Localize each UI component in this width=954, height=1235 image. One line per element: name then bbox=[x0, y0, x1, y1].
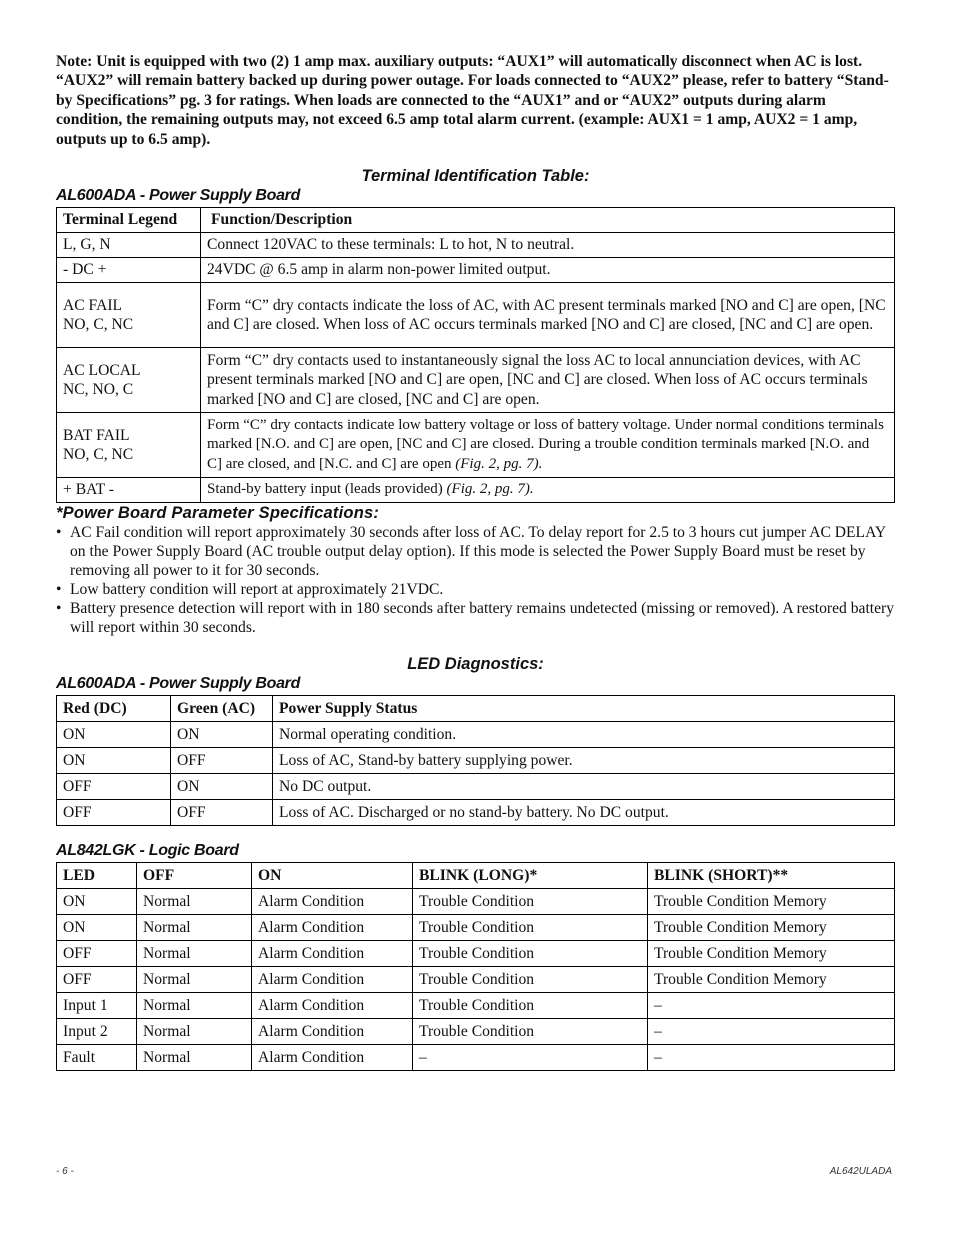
document-page bbox=[56, 52, 895, 1071]
terminal-legend: L, G, N bbox=[57, 233, 201, 258]
table-cell: Normal operating condition. bbox=[273, 722, 895, 748]
column-header: Function/Description bbox=[201, 208, 895, 233]
table-header-row bbox=[57, 696, 895, 722]
table-row bbox=[57, 478, 895, 503]
table-cell: Alarm Condition bbox=[252, 941, 413, 967]
list-item: • Low battery condition will report at approximately 21VDC. bbox=[56, 580, 895, 599]
terminal-legend-line2: NO, C, NC bbox=[63, 446, 134, 464]
table-header-row bbox=[57, 208, 895, 233]
terminal-description bbox=[201, 413, 895, 478]
table-cell: Normal bbox=[137, 967, 252, 993]
table-cell: – bbox=[648, 993, 895, 1019]
table-row bbox=[57, 1019, 895, 1045]
table-cell: Trouble Condition bbox=[413, 1019, 648, 1045]
table-row bbox=[57, 774, 895, 800]
column-header: Green (AC) bbox=[171, 696, 273, 722]
terminal-legend bbox=[57, 348, 201, 413]
power-board-spec-heading: *Power Board Parameter Specifications: bbox=[56, 504, 380, 523]
table-cell: ON bbox=[57, 889, 137, 915]
table-cell: Loss of AC. Discharged or no stand-by battery. No DC output. bbox=[273, 800, 895, 826]
table-row bbox=[57, 258, 895, 283]
table-cell: Trouble Condition bbox=[413, 993, 648, 1019]
table-row bbox=[57, 348, 895, 413]
table-cell: Alarm Condition bbox=[252, 1019, 413, 1045]
table-cell: Normal bbox=[137, 1045, 252, 1071]
table-cell: Trouble Condition bbox=[413, 915, 648, 941]
table-row bbox=[57, 748, 895, 774]
aux-outputs-note: Note: Unit is equipped with two (2) 1 amp max. auxiliary outputs: “AUX1” will automatically disconnect when AC is lost. “AUX2” will remain battery backed up during power outage. For loads connected to “AUX2” please, refer to battery “Stand-by Specifications” pg. 3 for ratings. When loads are connected to the “AUX1” and or “AUX2” outputs during alarm condition, the remaining outputs may, not exceed 6.5 amp total alarm current. (example: AUX1 = 1 amp, AUX2 = 1 amp, outputs up to 6.5 amp). bbox=[56, 53, 889, 148]
terminal-description: 24VDC @ 6.5 amp in alarm non-power limited output. bbox=[201, 258, 895, 283]
terminal-table-heading: Terminal Identification Table: bbox=[361, 167, 590, 186]
led-diagnostics-heading: LED Diagnostics: bbox=[407, 655, 544, 674]
table-cell: OFF bbox=[57, 774, 171, 800]
table-row bbox=[57, 889, 895, 915]
table-cell: Normal bbox=[137, 889, 252, 915]
table-cell: Normal bbox=[137, 915, 252, 941]
terminal-description: Connect 120VAC to these terminals: L to hot, N to neutral. bbox=[201, 233, 895, 258]
figure-reference: (Fig. 2, pg. 7). bbox=[446, 481, 534, 498]
table-cell: ON bbox=[57, 915, 137, 941]
list-item: • AC Fail condition will report approximately 30 seconds after loss of AC. To delay report for 2.5 to 3 hours cut jumper AC DELAY on the Power Supply Board (AC trouble output delay option). If this mode is selected the Power Supply Board must be reset by removing all power to it for 30 seconds. bbox=[56, 523, 895, 580]
table-cell: Trouble Condition Memory bbox=[648, 889, 895, 915]
logic-board-subheading: AL842LGK - Logic Board bbox=[56, 842, 239, 860]
terminal-description-text: Form “C” dry contacts indicate low battery voltage or loss of battery voltage. Under normal conditions terminals marked [N.O. and C] are open, [NC and C] are closed. During a trouble condition terminals marked [N.O. and C] are closed, and [N.C. and C] are open bbox=[207, 416, 884, 472]
table-cell: OFF bbox=[171, 748, 273, 774]
table-row bbox=[57, 283, 895, 348]
column-header: BLINK (LONG)* bbox=[413, 863, 648, 889]
table-cell: Normal bbox=[137, 1019, 252, 1045]
table-cell: OFF bbox=[57, 967, 137, 993]
terminal-table-subheading: AL600ADA - Power Supply Board bbox=[56, 187, 301, 205]
table-row bbox=[57, 941, 895, 967]
table-row bbox=[57, 967, 895, 993]
table-header-row bbox=[57, 863, 895, 889]
terminal-legend: - DC + bbox=[57, 258, 201, 283]
table-cell: – bbox=[413, 1045, 648, 1071]
column-header: Terminal Legend bbox=[57, 208, 201, 233]
table-cell: OFF bbox=[171, 800, 273, 826]
table-cell: – bbox=[648, 1019, 895, 1045]
terminal-legend-line1: AC FAIL bbox=[63, 296, 123, 314]
table-row bbox=[57, 915, 895, 941]
led-table-subheading: AL600ADA - Power Supply Board bbox=[56, 675, 301, 693]
table-cell: – bbox=[648, 1045, 895, 1071]
terminal-legend-line2: NO, C, NC bbox=[63, 316, 134, 334]
column-header: Power Supply Status bbox=[273, 696, 895, 722]
table-cell: Trouble Condition Memory bbox=[648, 941, 895, 967]
table-row bbox=[57, 413, 895, 478]
column-header: Red (DC) bbox=[57, 696, 171, 722]
table-cell: ON bbox=[171, 722, 273, 748]
table-cell: Alarm Condition bbox=[252, 993, 413, 1019]
terminal-description: Form “C” dry contacts used to instantaneously signal the loss AC to local annunciation devices, with AC present terminals marked [NO and C] are open, [NC and C] are closed. When loss of AC occurs terminals marked [NO and C] are closed, [NC and C] are open. bbox=[201, 348, 895, 413]
terminal-legend-line1: AC LOCAL bbox=[63, 361, 141, 379]
table-cell: No DC output. bbox=[273, 774, 895, 800]
terminal-legend: + BAT - bbox=[57, 478, 201, 503]
terminal-description: Form “C” dry contacts indicate the loss of AC, with AC present terminals marked [NO and C] are open, [NC and C] are closed. When loss of AC occurs terminals marked [NO and C] are closed, [NC and C] are open. bbox=[201, 283, 895, 348]
table-cell: ON bbox=[57, 748, 171, 774]
logic-board-led-table bbox=[56, 862, 895, 1071]
table-row bbox=[57, 722, 895, 748]
spec-bullet-list bbox=[56, 523, 895, 637]
table-cell: Loss of AC, Stand-by battery supplying power. bbox=[273, 748, 895, 774]
table-cell: Trouble Condition bbox=[413, 941, 648, 967]
table-cell: Alarm Condition bbox=[252, 889, 413, 915]
table-cell: Fault bbox=[57, 1045, 137, 1071]
table-row bbox=[57, 800, 895, 826]
table-cell: Alarm Condition bbox=[252, 967, 413, 993]
table-cell: Input 2 bbox=[57, 1019, 137, 1045]
terminal-description bbox=[201, 478, 895, 503]
table-cell: Trouble Condition bbox=[413, 889, 648, 915]
table-cell: Input 1 bbox=[57, 993, 137, 1019]
page-number: - 6 - bbox=[56, 1166, 74, 1177]
terminal-legend bbox=[57, 283, 201, 348]
figure-reference: (Fig. 2, pg. 7). bbox=[455, 455, 543, 472]
column-header: ON bbox=[252, 863, 413, 889]
table-row bbox=[57, 233, 895, 258]
terminal-legend bbox=[57, 413, 201, 478]
table-cell: Normal bbox=[137, 993, 252, 1019]
terminal-legend-line1: BAT FAIL bbox=[63, 426, 130, 444]
table-cell: ON bbox=[171, 774, 273, 800]
table-cell: Normal bbox=[137, 941, 252, 967]
table-cell: OFF bbox=[57, 800, 171, 826]
table-cell: OFF bbox=[57, 941, 137, 967]
table-row bbox=[57, 993, 895, 1019]
terminal-legend-line2: NC, NO, C bbox=[63, 381, 134, 399]
column-header: OFF bbox=[137, 863, 252, 889]
column-header: BLINK (SHORT)** bbox=[648, 863, 895, 889]
table-row bbox=[57, 1045, 895, 1071]
table-cell: ON bbox=[57, 722, 171, 748]
table-cell: Trouble Condition Memory bbox=[648, 915, 895, 941]
document-id: AL642ULADA bbox=[829, 1166, 892, 1177]
table-cell: Alarm Condition bbox=[252, 915, 413, 941]
column-header: LED bbox=[57, 863, 137, 889]
terminal-identification-table bbox=[56, 207, 895, 503]
table-cell: Trouble Condition Memory bbox=[648, 967, 895, 993]
list-item: • Battery presence detection will report with in 180 seconds after battery remains undetected (missing or removed). A restored battery will report within 30 seconds. bbox=[56, 599, 895, 637]
table-cell: Trouble Condition bbox=[413, 967, 648, 993]
terminal-description-text: Stand-by battery input (leads provided) bbox=[207, 481, 443, 498]
power-supply-led-table bbox=[56, 695, 895, 826]
table-cell: Alarm Condition bbox=[252, 1045, 413, 1071]
